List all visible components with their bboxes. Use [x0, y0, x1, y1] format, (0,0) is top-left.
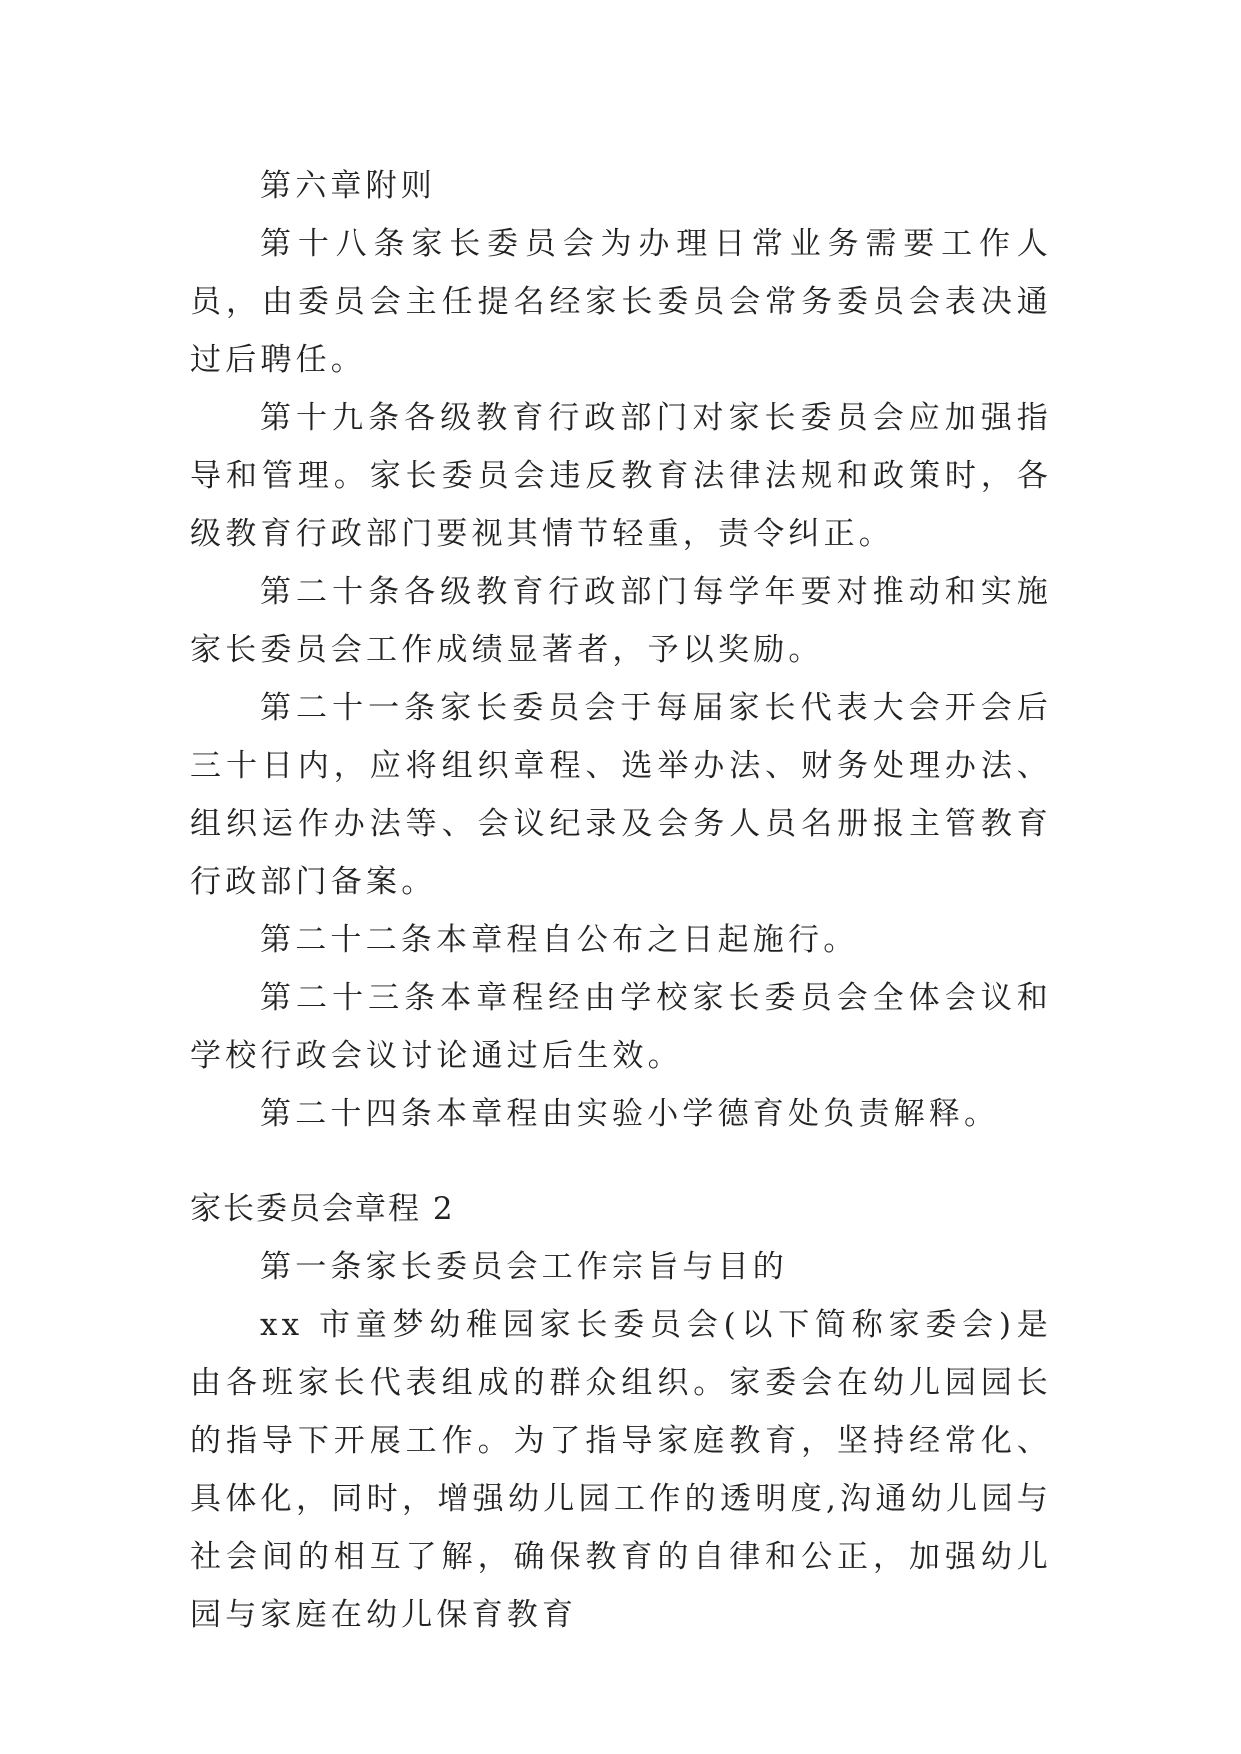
section-title: 家长委员会章程 2 — [190, 1191, 455, 1227]
article-1-heading: 第一条家长委员会工作宗旨与目的 — [260, 1249, 788, 1285]
document-body — [190, 157, 1052, 1644]
section-gap — [190, 1143, 1052, 1180]
article-1-body: xx 市童梦幼稚园家长委员会(以下简称家委会)是由各班家长代表组成的群众组织。家委会在幼儿园园长的指导下开展工作。为了指导家庭教育，坚持经常化、具体化，同时，增强幼儿园工作的透明度,沟通幼儿园与社会间的相互了解，确保教育的自律和公正，加强幼儿园与家庭在幼儿保育教育 — [190, 1307, 1052, 1633]
article-24: 第二十四条本章程由实验小学德育处负责解释。 — [260, 1096, 1000, 1132]
article-22: 第二十二条本章程自公布之日起施行。 — [260, 922, 859, 958]
article-23: 第二十三条本章程经由学校家长委员会全体会议和学校行政会议讨论通过后生效。 — [190, 980, 1052, 1074]
article-18: 第十八条家长委员会为办理日常业务需要工作人员，由委员会主任提名经家长委员会常务委员会表决通过后聘任。 — [190, 226, 1052, 378]
article-19: 第十九条各级教育行政部门对家长委员会应加强指导和管理。家长委员会违反教育法律法规和政策时，各级教育行政部门要视其情节轻重，责令纠正。 — [190, 400, 1052, 552]
article-21: 第二十一条家长委员会于每届家长代表大会开会后三十日内，应将组织章程、选举办法、财务处理办法、组织运作办法等、会议纪录及会务人员名册报主管教育行政部门备案。 — [190, 690, 1052, 900]
chapter-heading: 第六章附则 — [260, 168, 436, 204]
article-20: 第二十条各级教育行政部门每学年要对推动和实施家长委员会工作成绩显著者，予以奖励。 — [190, 574, 1052, 668]
